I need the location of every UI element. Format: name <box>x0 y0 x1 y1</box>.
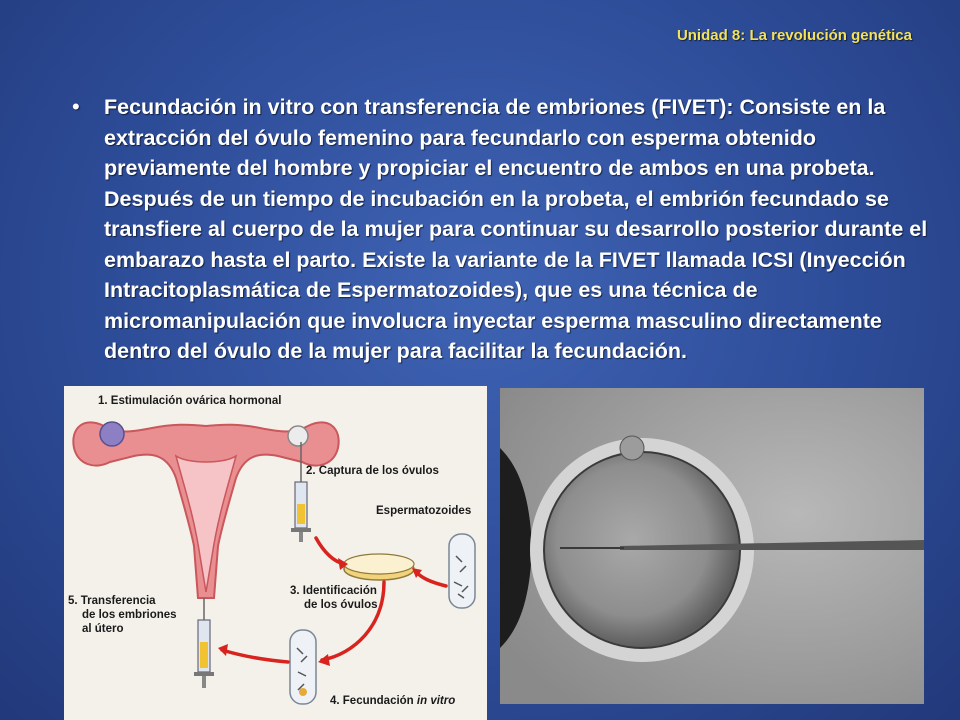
ovary-right <box>288 426 308 446</box>
sperm-label: Espermatozoides <box>376 505 472 517</box>
ovary-left <box>100 422 124 446</box>
arrow-sperm-to-dish <box>416 572 446 586</box>
uterus-cavity <box>176 456 236 592</box>
unit-title: : La revolución genética <box>740 27 912 44</box>
step2-label: 2. Captura de los óvulos <box>306 465 439 477</box>
step3-label <box>290 584 378 612</box>
sperm-tube <box>449 534 475 608</box>
fertilization-tube <box>290 630 316 704</box>
step1-label: 1. Estimulación ovárica hormonal <box>98 395 282 407</box>
polar-body <box>620 436 644 460</box>
unit-number: Unidad 8 <box>676 27 741 44</box>
arrow-tube-to-syringe <box>222 650 288 662</box>
ivf-diagram-graphics <box>64 386 487 720</box>
bullet-item <box>72 92 932 367</box>
step3-line1: 3. Identificación <box>290 585 377 597</box>
bullet-text: Fecundación in vitro con transferencia de embriones (FIVET): Consiste en la extracción del óvulo femenino para fecundarlo con esperma obtenido previamente del hombre y propiciar el encuentro de ambos en una probeta. Después de un tiempo de incubación en la probeta, el embrión fecundado se transfiere al cuerpo de la mujer para continuar su desarrollo posterior durante el embarazo hasta el parto. Existe la variante de la FIVET llamada ICSI (Inyección Intracitoplasmática de Espermatozoides), que es una técnica de micromanipulación que involucra inyectar esperma masculino directamente dentro del óvulo de la mujer para facilitar la fecundación. <box>104 95 928 363</box>
petri-dish <box>344 554 414 580</box>
bullet-icon: • <box>72 94 80 119</box>
step5-line3: al útero <box>82 623 124 635</box>
step3-line2: de los óvulos <box>304 599 378 611</box>
icsi-micrograph <box>500 388 924 704</box>
step4-italic: in vitro <box>416 695 456 707</box>
micrograph-graphics <box>500 388 924 704</box>
step4-label <box>330 694 455 708</box>
slide-header <box>677 27 912 44</box>
step5-label <box>68 594 177 636</box>
step5-line1: 5. Transferencia <box>68 595 156 607</box>
slide-content <box>72 92 932 367</box>
syringe-transfer <box>194 598 214 688</box>
ivf-process-diagram <box>64 386 487 720</box>
step4-prefix: 4. Fecundación <box>330 695 417 707</box>
step5-line2: de los embriones <box>82 609 177 621</box>
